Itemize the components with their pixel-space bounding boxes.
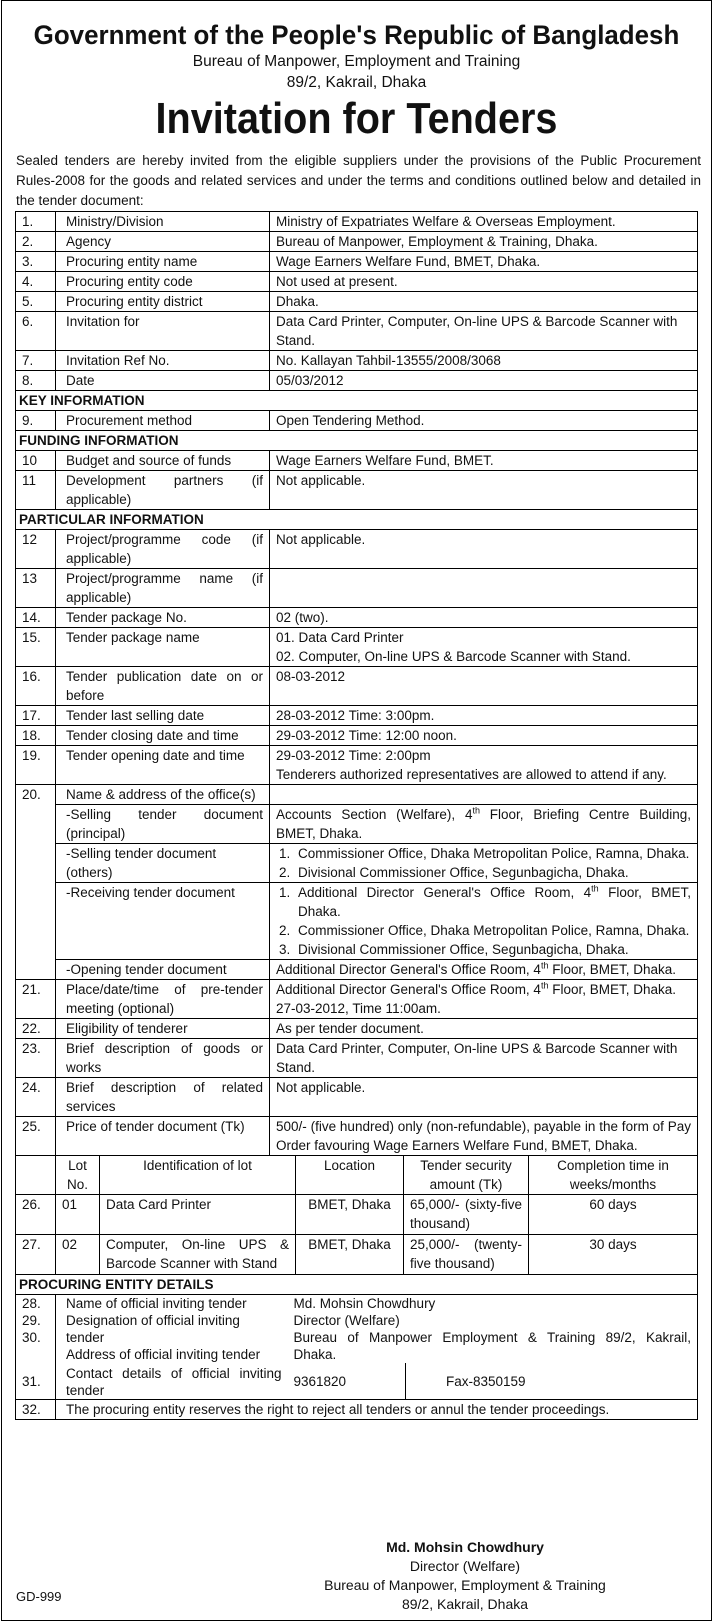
- table-row: [16, 411, 698, 431]
- bureau-name: Bureau of Manpower, Employment and Training: [192, 53, 521, 70]
- text-part: Additional Director General's Office Room, 4: [298, 885, 592, 900]
- row-number: 5.: [16, 292, 56, 312]
- row-value: Ministry of Expatriates Welfare & Overseas Employment.: [270, 212, 698, 232]
- notice-heading: Invitation for Tenders: [155, 94, 558, 143]
- row-label: Procurement method: [56, 411, 270, 431]
- row-value: Wage Earners Welfare Fund, BMET, Dhaka.: [270, 252, 698, 272]
- superscript: th: [540, 980, 549, 991]
- row-value: [270, 746, 698, 785]
- row-number: 16.: [16, 667, 56, 706]
- row-value: [270, 883, 698, 960]
- column-header: Location: [296, 1156, 404, 1195]
- column-header: Identification of lot: [100, 1156, 296, 1195]
- table-row: [16, 726, 698, 746]
- column-header: Lot No.: [56, 1156, 100, 1195]
- row-label: Procuring entity name: [56, 252, 270, 272]
- row-value: Data Card Printer, Computer, On-line UPS & Barcode Scanner with Stand.: [270, 1039, 698, 1078]
- row-label: Tender package name: [56, 628, 270, 667]
- superscript: th: [591, 883, 599, 894]
- row-label: Eligibility of tenderer: [56, 1019, 270, 1039]
- list-item: 3. Divisional Commissioner Office, Segunbagicha, Dhaka.: [294, 940, 691, 959]
- table-row: [16, 1295, 698, 1363]
- row-value: [288, 1295, 698, 1363]
- row-label: Brief description of related services: [56, 1078, 270, 1117]
- row-label: Project/programme code (if applicable): [56, 530, 270, 569]
- table-row: [16, 667, 698, 706]
- row-value: 08-03-2012: [270, 667, 698, 706]
- table-row: [16, 451, 698, 471]
- row-number: 23.: [16, 1039, 56, 1078]
- text-part: Additional Director General's Office Room, 4: [276, 982, 541, 997]
- table-row: [16, 628, 698, 667]
- table-row: [16, 1235, 698, 1275]
- row-value: [270, 785, 698, 805]
- table-row: [16, 471, 698, 510]
- lot-completion: 30 days: [529, 1235, 698, 1275]
- notice-header: [2, 1, 711, 145]
- section-heading: [16, 391, 698, 411]
- lot-number: 02: [56, 1235, 100, 1275]
- row-number: 20.: [16, 785, 56, 980]
- row-label: Ministry/Division: [56, 212, 270, 232]
- row-number: 21.: [16, 980, 56, 1019]
- row-value: Not applicable.: [270, 1078, 698, 1117]
- table-row: [16, 980, 698, 1019]
- table-row: [16, 212, 698, 232]
- meeting-place: [276, 980, 691, 999]
- table-row: [16, 1400, 698, 1420]
- row-value: Not used at present.: [270, 272, 698, 292]
- list-item: [294, 883, 691, 921]
- signatory-address: 89/2, Kakrail, Dhaka: [401, 1596, 529, 1612]
- package-one: 01. Data Card Printer: [276, 630, 404, 645]
- row-number: 14.: [16, 608, 56, 628]
- text-part: Floor, BMET, Dhaka.: [548, 982, 677, 997]
- row-value: 500/- (five hundred) only (non-refundable), payable in the form of Pay Order favouring Wage Earners Welfare Fund, BMET, Dhaka.: [270, 1117, 698, 1156]
- signatory-name: Md. Mohsin Chowdhury: [386, 1539, 544, 1555]
- signatory-designation: Director (Welfare): [409, 1558, 521, 1574]
- contact-fax: Fax-8350159: [406, 1363, 698, 1400]
- row-label: -Selling tender document (others): [56, 844, 270, 883]
- row-label: Date: [56, 371, 270, 391]
- bureau-address: 89/2, Kakrail, Dhaka: [286, 74, 427, 91]
- row-number: 32.: [16, 1400, 56, 1420]
- contact-phone: 9361820: [288, 1363, 406, 1400]
- superscript: th: [540, 960, 549, 971]
- section-heading: [16, 510, 698, 530]
- row-value: [270, 628, 698, 667]
- number-29: 29.: [22, 1313, 41, 1328]
- table-row: [16, 312, 698, 351]
- row-value: Data Card Printer, Computer, On-line UPS & Barcode Scanner with Stand.: [270, 312, 698, 351]
- signatory-office: Bureau of Manpower, Employment & Training: [324, 1577, 606, 1593]
- table-row: [16, 706, 698, 726]
- table-row: [16, 351, 698, 371]
- table-row: [16, 1078, 698, 1117]
- table-row: [16, 1195, 698, 1235]
- row-label: [56, 1295, 288, 1363]
- table-row: [16, 252, 698, 272]
- row-number: 27.: [16, 1235, 56, 1275]
- meeting-time: 27-03-2012, Time 11:00am.: [276, 1001, 441, 1016]
- lot-identification: Data Card Printer: [100, 1195, 296, 1235]
- row-label: -Receiving tender document: [56, 883, 270, 960]
- table-row: [16, 883, 698, 960]
- procuring-entity-heading: PROCURING ENTITY DETAILS: [16, 1275, 698, 1295]
- row-value: 05/03/2012: [270, 371, 698, 391]
- row-label: Name & address of the office(s): [56, 785, 270, 805]
- row-value: [270, 569, 698, 608]
- government-title: Government of the People's Republic of Bangladesh: [33, 20, 680, 50]
- row-label: Place/date/time of pre-tender meeting (optional): [56, 980, 270, 1019]
- row-value: [270, 844, 698, 883]
- lot-location: BMET, Dhaka: [296, 1195, 404, 1235]
- row-label: Project/programme name (if applicable): [56, 569, 270, 608]
- row-label: Invitation Ref No.: [56, 351, 270, 371]
- row-number: 6.: [16, 312, 56, 351]
- table-row: [16, 232, 698, 252]
- row-number: 17.: [16, 706, 56, 726]
- row-number: 11: [16, 471, 56, 510]
- table-row: [16, 746, 698, 785]
- section-heading: [16, 1275, 698, 1295]
- row-value: Not applicable.: [270, 530, 698, 569]
- office-list: [276, 844, 691, 882]
- lot-location: BMET, Dhaka: [296, 1235, 404, 1275]
- row-number: 18.: [16, 726, 56, 746]
- row-label: Procuring entity code: [56, 272, 270, 292]
- list-item: 2. Divisional Commissioner Office, Segunbagicha, Dhaka.: [294, 863, 691, 882]
- particular-information-heading: PARTICULAR INFORMATION: [16, 510, 698, 530]
- superscript: th: [472, 805, 480, 816]
- row-value: Open Tendering Method.: [270, 411, 698, 431]
- row-number: 31.: [16, 1363, 56, 1400]
- row-value: [270, 960, 698, 980]
- list-item: 1. Commissioner Office, Dhaka Metropolitan Police, Ramna, Dhaka.: [294, 844, 691, 863]
- lot-completion: 60 days: [529, 1195, 698, 1235]
- row-value: Not applicable.: [270, 471, 698, 510]
- row-value: As per tender document.: [270, 1019, 698, 1039]
- row-label: Brief description of goods or works: [56, 1039, 270, 1078]
- list-item: 2. Commissioner Office, Dhaka Metropolitan Police, Ramna, Dhaka.: [294, 921, 691, 940]
- row-number: 22.: [16, 1019, 56, 1039]
- lots-header-row: [16, 1156, 698, 1195]
- row-value: 28-03-2012 Time: 3:00pm.: [270, 706, 698, 726]
- row-value: Wage Earners Welfare Fund, BMET.: [270, 451, 698, 471]
- row-number: 15.: [16, 628, 56, 667]
- row-value: [270, 805, 698, 844]
- row-value: Dhaka.: [270, 292, 698, 312]
- row-number: 25.: [16, 1117, 56, 1156]
- empty-cell: [16, 1156, 56, 1195]
- row-label: -Selling tender document (principal): [56, 805, 270, 844]
- document-code: GD-999: [16, 1589, 62, 1604]
- text-part: Additional Director General's Office Room, 4: [276, 962, 541, 977]
- lot-number: 01: [56, 1195, 100, 1235]
- row-value: [270, 980, 698, 1019]
- official-address: Bureau of Manpower Employment & Training 89/2, Kakrail, Dhaka.: [293, 1330, 691, 1362]
- text-part: Floor, BMET, Dhaka.: [298, 885, 691, 919]
- package-two: 02. Computer, On-line UPS & Barcode Scanner with Stand.: [276, 649, 631, 664]
- row-label: Budget and source of funds: [56, 451, 270, 471]
- attendance-note: Tenderers authorized representatives are allowed to attend if any.: [276, 767, 667, 782]
- row-number: [16, 1295, 56, 1363]
- table-row: [16, 371, 698, 391]
- key-information-heading: KEY INFORMATION: [16, 391, 698, 411]
- label-29: Designation of official inviting tender: [66, 1313, 240, 1345]
- notice-footer: [2, 1532, 711, 1620]
- column-header: Tender security amount (Tk): [404, 1156, 529, 1195]
- opening-time: 29-03-2012 Time: 2:00pm: [276, 748, 431, 763]
- row-value: The procuring entity reserves the right to reject all tenders or annul the tender proceedings.: [56, 1400, 698, 1420]
- office-list: [276, 883, 691, 959]
- row-number: 9.: [16, 411, 56, 431]
- funding-information-heading: FUNDING INFORMATION: [16, 431, 698, 451]
- row-number: 8.: [16, 371, 56, 391]
- row-label: Tender publication date on or before: [56, 667, 270, 706]
- row-value: No. Kallayan Tahbil-13555/2008/3068: [270, 351, 698, 371]
- table-row: [16, 569, 698, 608]
- row-label: -Opening tender document: [56, 960, 270, 980]
- row-number: 1.: [16, 212, 56, 232]
- signature-block: [315, 1538, 615, 1614]
- text-part: Floor, Briefing Centre Building, BMET, Dhaka.: [276, 807, 691, 841]
- row-label: Price of tender document (Tk): [56, 1117, 270, 1156]
- row-number: 7.: [16, 351, 56, 371]
- official-name: Md. Mohsin Chowdhury: [293, 1296, 436, 1311]
- row-label: Procuring entity district: [56, 292, 270, 312]
- table-row: [16, 530, 698, 569]
- table-row: [16, 805, 698, 844]
- row-value: 02 (two).: [270, 608, 698, 628]
- table-row: [16, 785, 698, 805]
- row-number: 24.: [16, 1078, 56, 1117]
- tender-notice: [1, 0, 712, 1621]
- table-row: [16, 1039, 698, 1078]
- row-label: Development partners (if applicable): [56, 471, 270, 510]
- text-part: Accounts Section (Welfare), 4: [276, 807, 473, 822]
- text-part: Floor, BMET, Dhaka.: [548, 962, 677, 977]
- tender-details-table: [15, 211, 698, 1156]
- number-28: 28.: [22, 1296, 41, 1311]
- table-row: [16, 292, 698, 312]
- row-number: 26.: [16, 1195, 56, 1235]
- procuring-table: [15, 1295, 698, 1420]
- row-label: Tender opening date and time: [56, 746, 270, 785]
- row-label: Tender closing date and time: [56, 726, 270, 746]
- row-number: 3.: [16, 252, 56, 272]
- label-30: Address of official inviting tender: [66, 1347, 261, 1362]
- official-designation: Director (Welfare): [293, 1313, 400, 1328]
- table-row: [16, 608, 698, 628]
- lot-security: 65,000/- (sixty-five thousand): [404, 1195, 529, 1235]
- table-row: [16, 1019, 698, 1039]
- table-row: [16, 272, 698, 292]
- row-number: 10: [16, 451, 56, 471]
- table-row: [16, 960, 698, 980]
- row-value: 29-03-2012 Time: 12:00 noon.: [270, 726, 698, 746]
- row-number: 19.: [16, 746, 56, 785]
- row-label: Tender last selling date: [56, 706, 270, 726]
- label-28: Name of official inviting tender: [66, 1296, 247, 1311]
- table-row: [16, 1117, 698, 1156]
- column-header: Completion time in weeks/months: [529, 1156, 698, 1195]
- lot-identification: Computer, On-line UPS & Barcode Scanner with Stand: [100, 1235, 296, 1275]
- row-label: Agency: [56, 232, 270, 252]
- intro-paragraph: Sealed tenders are hereby invited from the eligible suppliers under the provisions of the Public Procurement Rules-2008 for the goods and related services and under the terms and conditions outlined below and detailed in the tender document:: [16, 153, 701, 208]
- row-number: 12: [16, 530, 56, 569]
- lot-security: 25,000/- (twenty-five thousand): [404, 1235, 529, 1275]
- table-row: [16, 844, 698, 883]
- row-number: 2.: [16, 232, 56, 252]
- row-label: Tender package No.: [56, 608, 270, 628]
- row-number: 4.: [16, 272, 56, 292]
- section-heading: [16, 431, 698, 451]
- row-label: Invitation for: [56, 312, 270, 351]
- lots-table: [15, 1156, 698, 1295]
- row-label: Contact details of official inviting tender: [56, 1363, 288, 1400]
- row-number: 13: [16, 569, 56, 608]
- number-30: 30.: [22, 1330, 41, 1345]
- table-row: [16, 1363, 698, 1400]
- row-value: Bureau of Manpower, Employment & Training, Dhaka.: [270, 232, 698, 252]
